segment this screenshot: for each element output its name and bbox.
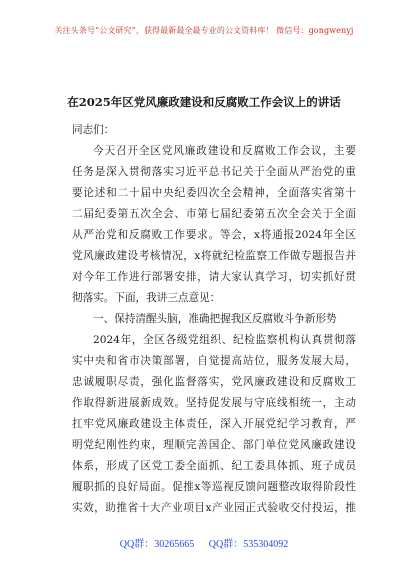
body-line: 作取得新进展新成效。坚持促发展与守底线相统一，主动 [72, 397, 356, 409]
section-heading: 一、保持清醒头脑，准确把握我区反腐败斗争新形势 [93, 313, 337, 325]
body-line: 从严治党和反腐败工作要求。等会，x将通报2024年全区 [72, 229, 356, 241]
body-line: 今天召开全区党风廉政建设和反腐败工作会议，主要 [93, 145, 356, 157]
body-line: 对今年工作进行部署安排，请大家认真学习，切实抓好贯 [72, 271, 356, 283]
body-line: 任务是深入贯彻落实习近平总书记关于全面从严治党的重 [72, 166, 356, 178]
body-line: 党风廉政建设考核情况，x将就纪检监察工作做专题报告并 [72, 250, 356, 262]
document-body [72, 120, 356, 519]
body-line: 2024年，全区各级党组织、纪检监察机构认真贯彻落 [93, 334, 356, 346]
footer-qq-groups [0, 535, 408, 550]
body-line: 实中央和省市决策部署，自觉提高站位，服务发展大局， [72, 355, 356, 367]
footer-qq-group-2: QQ群：535304092 [208, 539, 289, 550]
body-line: 实效，助推省十大产业项目x产业园正式验收交付投运，推 [72, 502, 356, 514]
body-line: 忠诚履职尽责，强化监督落实，党风廉政建设和反腐败工 [72, 376, 356, 388]
footer-qq-group-1: QQ群：30265665 [119, 539, 195, 550]
body-line: 扛牢党风廉政建设主体责任，深入开展党纪学习教育，严 [72, 418, 356, 430]
body-line: 明党纪刚性约束，理顺完善国企、部门单位党风廉政建设 [72, 439, 356, 451]
body-line: 要论述和二十届中央纪委四次全会精神，全面落实省第十 [72, 187, 356, 199]
salutation: 同志们： [72, 124, 115, 136]
header-promo-note: 关注头条号“公文研究”，获得最新最全最专业的公文资料库！ 微信号：gongwenyj [54, 26, 354, 35]
document-title: 在2025年区党风廉政建设和反腐败工作会议上的讲话 [67, 95, 341, 109]
body-line: 二届纪委第五次全会、市第七届纪委第五次全会关于全面 [72, 208, 356, 220]
body-line: 体系，形成了区党工委全面抓、纪工委具体抓、班子成员 [72, 460, 356, 472]
body-line: 彻落实。下面，我讲三点意见： [72, 292, 221, 304]
body-line: 履职抓的良好局面。促推x等巡视反馈问题整改取得阶段性 [72, 481, 356, 493]
